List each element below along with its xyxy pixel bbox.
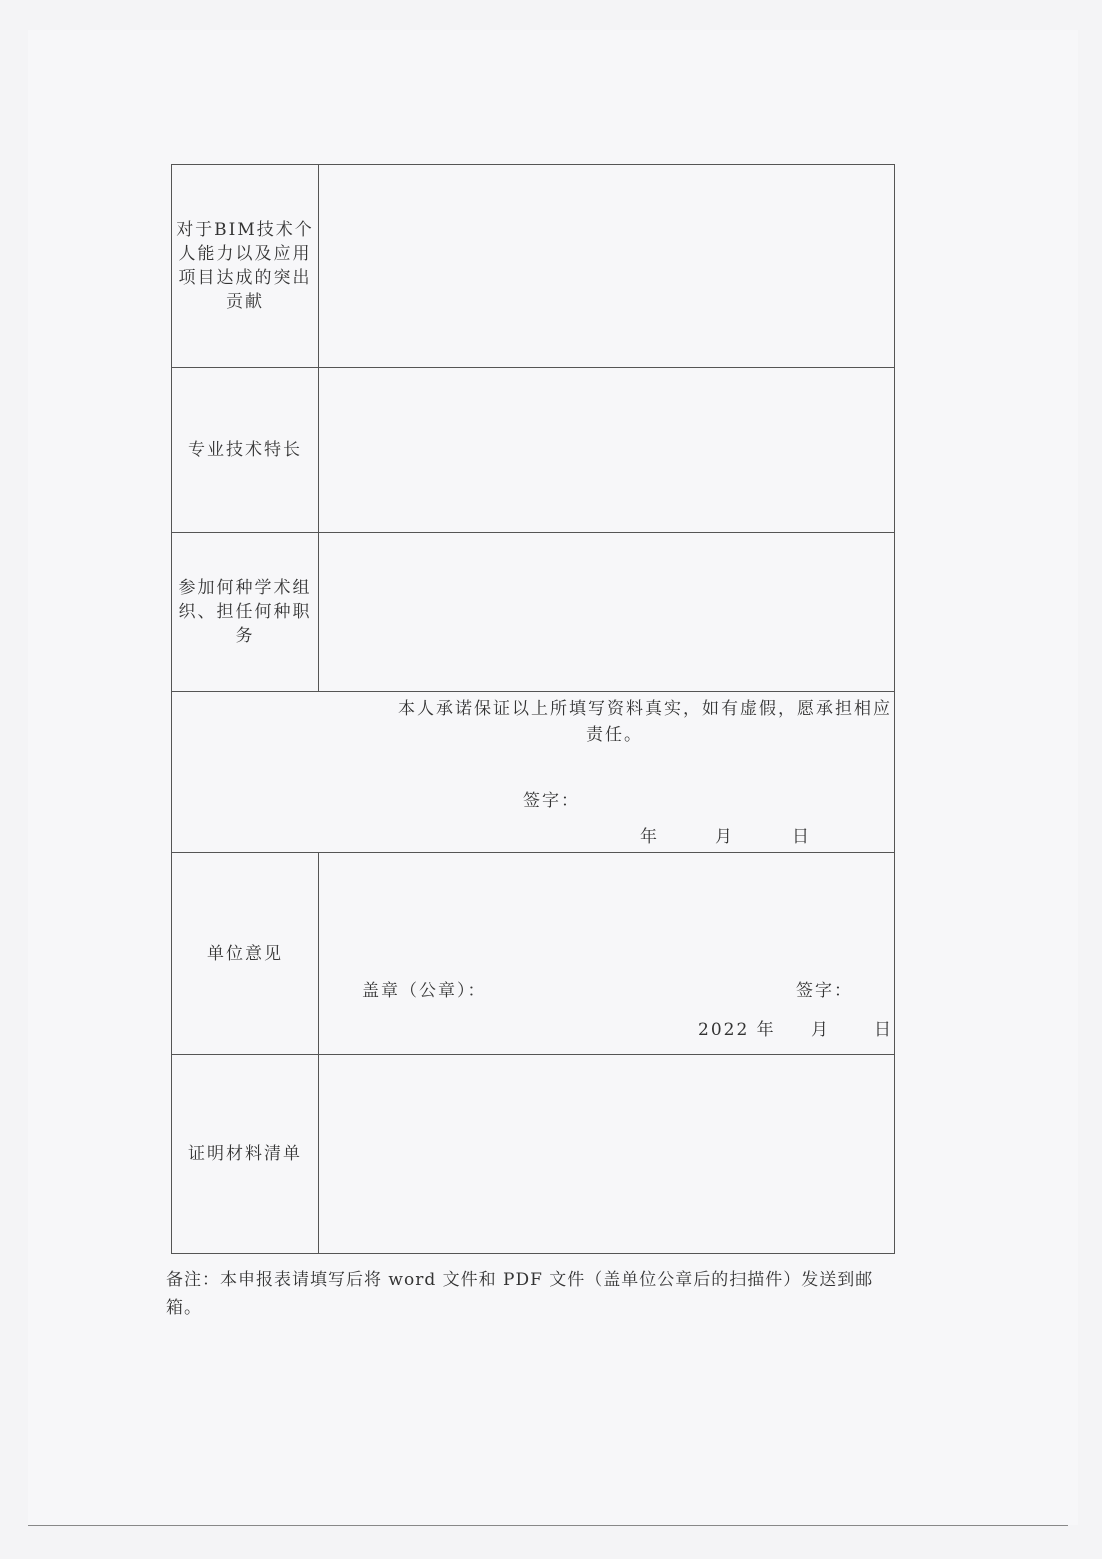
pledge-signature-label: 签字： <box>523 791 580 811</box>
unit-opinion-field[interactable] <box>319 853 894 1054</box>
pledge-text-cont: 责任。 <box>586 725 643 745</box>
seal-label: 盖章（公章）： <box>362 981 487 1001</box>
application-form-table <box>171 164 895 1254</box>
unit-month: 月 <box>811 1020 830 1040</box>
row-expertise <box>172 367 894 532</box>
contribution-field[interactable] <box>319 165 894 367</box>
row-evidence <box>172 1054 894 1253</box>
evidence-field[interactable] <box>319 1055 894 1253</box>
footnote: 备注：本申报表请填写后将 word 文件和 PDF 文件（盖单位公章后的扫描件）发送到邮箱。 <box>166 1270 874 1318</box>
organizations-field[interactable] <box>319 533 894 691</box>
row-label: 对于BIM技术个人能力以及应用项目达成的突出贡献 <box>172 165 319 367</box>
scan-edge-line <box>28 1525 1068 1526</box>
row-contribution <box>172 165 894 367</box>
pledge-month: 月 <box>715 827 734 847</box>
unit-year: 2022 年 <box>698 1020 776 1040</box>
row-organizations <box>172 532 894 691</box>
pledge-day: 日 <box>792 827 811 847</box>
row-label: 单位意见 <box>172 853 319 1054</box>
row-label: 证明材料清单 <box>172 1055 319 1253</box>
row-label: 专业技术特长 <box>172 368 319 532</box>
unit-signature-label: 签字： <box>796 981 853 1001</box>
row-unit-opinion <box>172 852 894 1054</box>
expertise-field[interactable] <box>319 368 894 532</box>
pledge-year: 年 <box>640 827 659 847</box>
row-label: 参加何种学术组织、担任何种职务 <box>172 533 319 691</box>
pledge-text: 本人承诺保证以上所填写资料真实，如有虚假，愿承担相应 <box>398 699 892 719</box>
row-pledge <box>172 691 894 852</box>
unit-day: 日 <box>874 1020 893 1040</box>
